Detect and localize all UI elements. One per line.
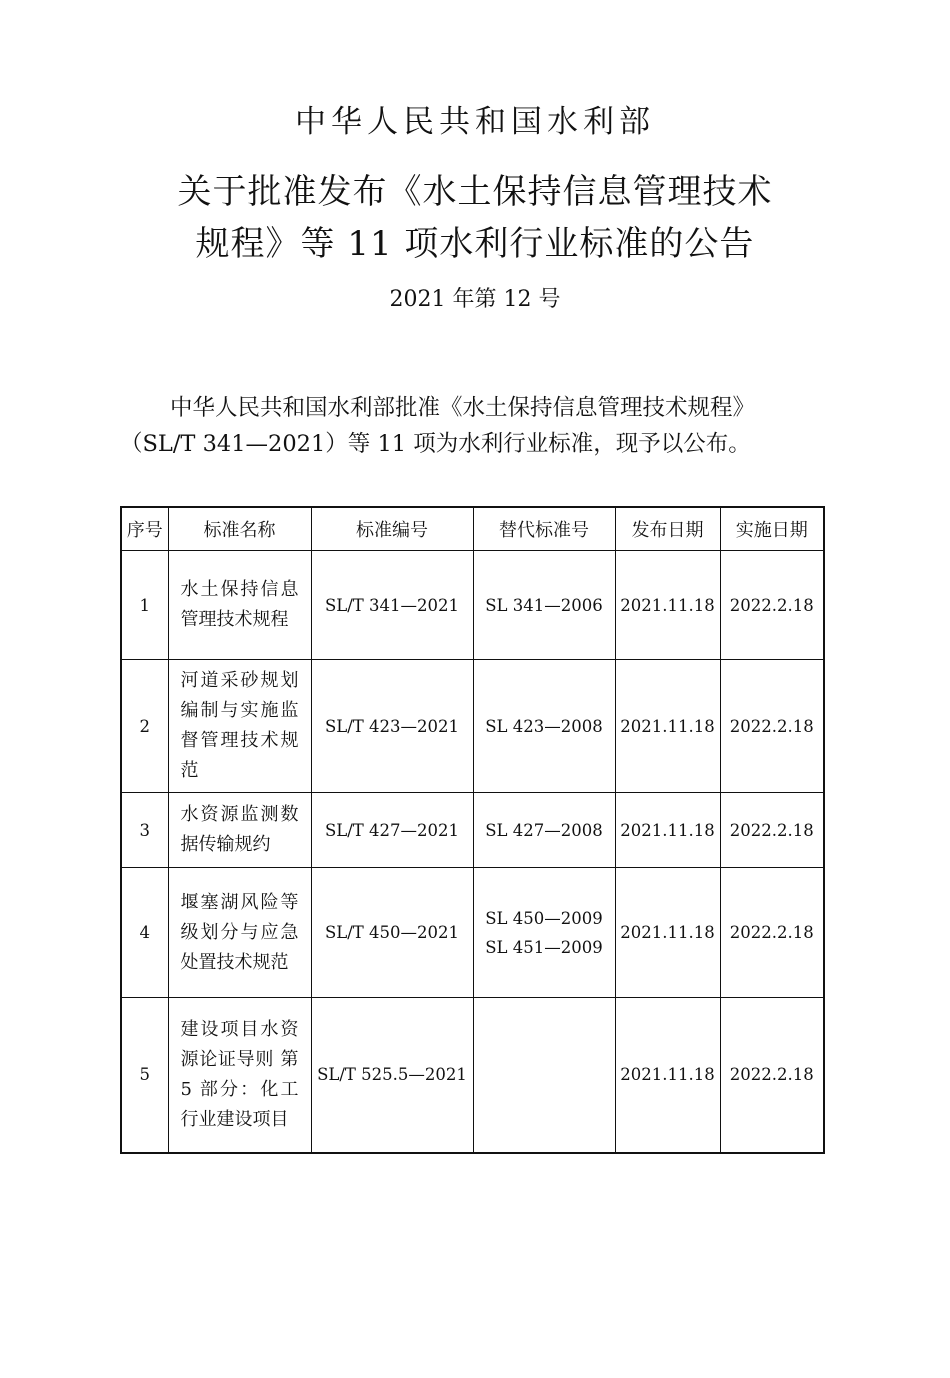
row-name: 建设项目水资源论证导则 第 5 部分：化工行业建设项目 [168, 998, 311, 1153]
announcement-title [0, 166, 950, 270]
table-row [121, 551, 824, 660]
row-replaced [473, 868, 615, 998]
row-issue-date: 2021.11.18 [615, 868, 720, 998]
body-line-2: （SL/T 341—2021）等 11 项为水利行业标准，现予以公布。 [120, 431, 751, 457]
header-issue-date: 发布日期 [615, 507, 720, 551]
replaced-code: SL 450—2009 [485, 908, 603, 928]
table-row [121, 793, 824, 868]
row-seq: 4 [121, 868, 168, 998]
header-impl-date: 实施日期 [720, 507, 824, 551]
header-replaced: 替代标准号 [473, 507, 615, 551]
row-seq: 1 [121, 551, 168, 660]
row-seq: 2 [121, 660, 168, 793]
row-issue-date: 2021.11.18 [615, 998, 720, 1153]
row-name: 水资源监测数据传输规约 [168, 793, 311, 868]
standards-table [120, 506, 825, 1154]
row-seq: 5 [121, 998, 168, 1153]
title-line-1: 关于批准发布《水土保持信息管理技术 [177, 172, 773, 212]
row-code: SL/T 427—2021 [311, 793, 473, 868]
replaced-code: SL 423—2008 [485, 716, 603, 736]
row-replaced [473, 998, 615, 1153]
title-line-2: 规程》等 11 项水利行业标准的公告 [195, 224, 755, 264]
body-line-1: 中华人民共和国水利部批准《水土保持信息管理技术规程》 [170, 395, 756, 421]
row-name: 河道采砂规划编制与实施监督管理技术规范 [168, 660, 311, 793]
row-code: SL/T 423—2021 [311, 660, 473, 793]
row-replaced [473, 551, 615, 660]
row-issue-date: 2021.11.18 [615, 793, 720, 868]
issuing-organization: 中华人民共和国水利部 [295, 104, 655, 140]
table-row [121, 660, 824, 793]
announcement-body [120, 390, 840, 462]
row-seq: 3 [121, 793, 168, 868]
row-code: SL/T 450—2021 [311, 868, 473, 998]
row-impl-date: 2022.2.18 [720, 793, 824, 868]
header-code: 标准编号 [311, 507, 473, 551]
header-name: 标准名称 [168, 507, 311, 551]
row-issue-date: 2021.11.18 [615, 551, 720, 660]
replaced-code: SL 451—2009 [485, 937, 603, 957]
table-row [121, 998, 824, 1153]
document-number: 2021 年第 12 号 [389, 287, 561, 312]
row-name: 水土保持信息管理技术规程 [168, 551, 311, 660]
row-impl-date: 2022.2.18 [720, 868, 824, 998]
header-seq: 序号 [121, 507, 168, 551]
row-impl-date: 2022.2.18 [720, 551, 824, 660]
row-replaced [473, 660, 615, 793]
table-header-row [121, 507, 824, 551]
replaced-code: SL 427—2008 [485, 820, 603, 840]
row-name: 堰塞湖风险等级划分与应急处置技术规范 [168, 868, 311, 998]
row-impl-date: 2022.2.18 [720, 998, 824, 1153]
row-code: SL/T 525.5—2021 [311, 998, 473, 1153]
replaced-code: SL 341—2006 [485, 595, 603, 615]
row-impl-date: 2022.2.18 [720, 660, 824, 793]
row-replaced [473, 793, 615, 868]
table-row [121, 868, 824, 998]
row-code: SL/T 341—2021 [311, 551, 473, 660]
row-issue-date: 2021.11.18 [615, 660, 720, 793]
